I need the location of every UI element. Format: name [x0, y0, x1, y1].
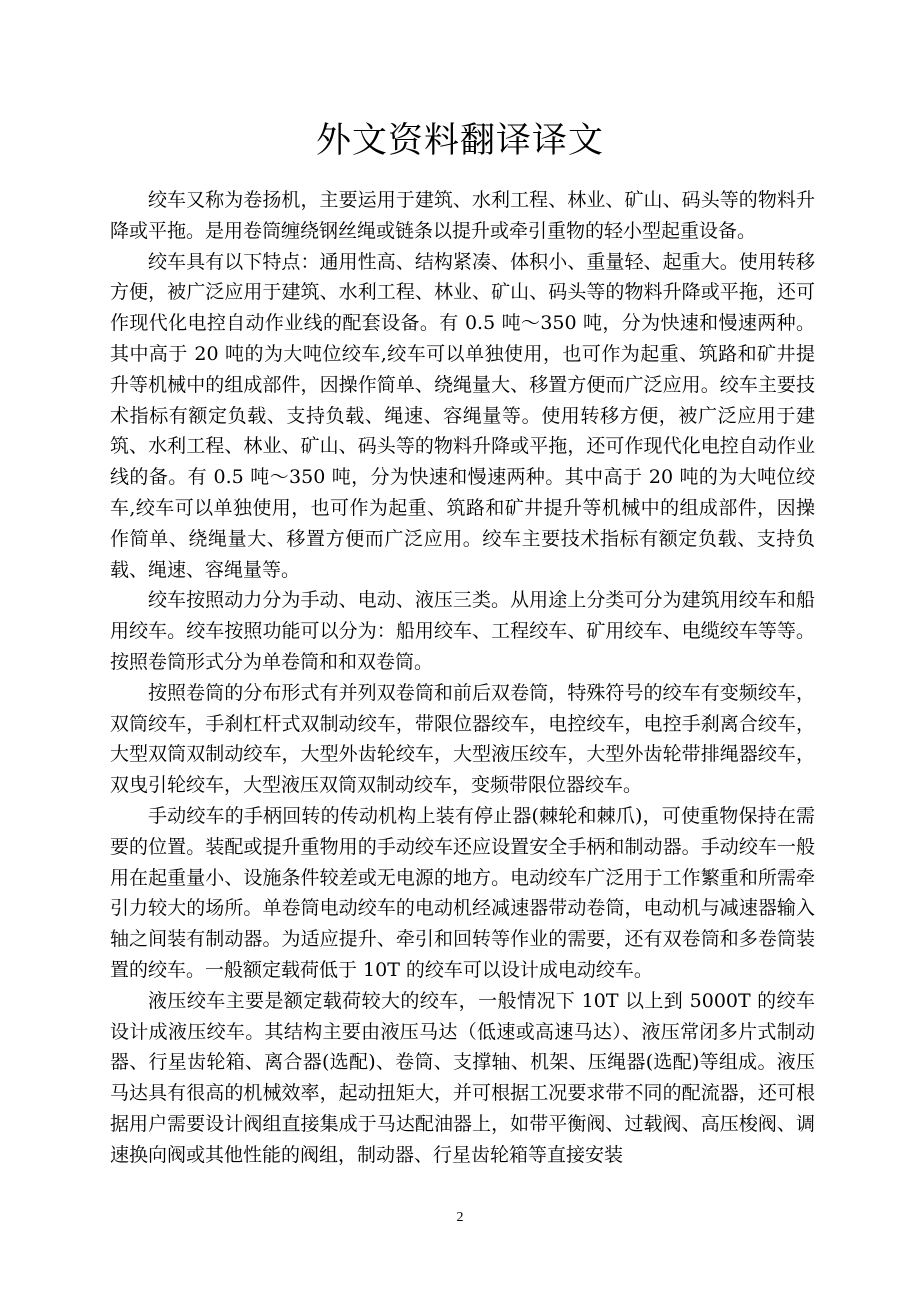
paragraph: 绞车具有以下特点：通用性高、结构紧凑、体积小、重量轻、起重大。使用转移方便，被广泛应用于建筑、水利工程、林业、矿山、码头等的物料升降或平拖，还可作现代化电控自动作业线的配套设备。有 0.5 吨～350 吨，分为快速和慢速两种。其中高于 20 吨的为大吨位绞车,绞车可以单独使用，也可作为起重、筑路和矿井提升等机械中的组成部件，因操作简单、绕绳量大、移置方便而广泛应用。绞车主要技术指标有额定负载、支持负载、绳速、容绳量等。使用转移方便，被广泛应用于建筑、水利工程、林业、矿山、码头等的物料升降或平拖，还可作现代化电控自动作业线的备。有 0.5 吨～350 吨，分为快速和慢速两种。其中高于 20 吨的为大吨位绞车,绞车可以单独使用，也可作为起重、筑路和矿井提升等机械中的组成部件，因操作简单、绕绳量大、移置方便而广泛应用。绞车主要技术指标有额定负载、支持负载、绳速、容绳量等。	[110, 250, 815, 581]
paragraph: 手动绞车的手柄回转的传动机构上装有停止器(棘轮和棘爪)，可使重物保持在需要的位置。装配或提升重物用的手动绞车还应设置安全手柄和制动器。手动绞车一般用在起重量小、设施条件较差或无电源的地方。电动绞车广泛用于工作繁重和所需牵引力较大的场所。单卷筒电动绞车的电动机经减速器带动卷筒，电动机与减速器输入轴之间装有制动器。为适应提升、牵引和回转等作业的需要，还有双卷筒和多卷筒装置的绞车。一般额定载荷低于 10T 的绞车可以设计成电动绞车。	[110, 804, 815, 981]
paragraph: 绞车按照动力分为手动、电动、液压三类。从用途上分类可分为建筑用绞车和船用绞车。绞车按照功能可以分为：船用绞车、工程绞车、矿用绞车、电缆绞车等等。按照卷筒形式分为单卷筒和和双卷筒。	[110, 589, 815, 673]
paragraph: 按照卷筒的分布形式有并列双卷筒和前后双卷筒，特殊符号的绞车有变频绞车，双筒绞车，手刹杠杆式双制动绞车，带限位器绞车，电控绞车，电控手刹离合绞车，大型双筒双制动绞车，大型外齿轮绞车，大型液压绞车，大型外齿轮带排绳器绞车，双曳引轮绞车，大型液压双筒双制动绞车，变频带限位器绞车。	[110, 681, 815, 797]
body-text	[110, 185, 815, 1171]
paragraph: 液压绞车主要是额定载荷较大的绞车，一般情况下 10T 以上到 5000T 的绞车设计成液压绞车。其结构主要由液压马达（低速或高速马达）、液压常闭多片式制动器、行星齿轮箱、离合器(选配)、卷筒、支撑轴、机架、压绳器(选配)等组成。液压马达具有很高的机械效率，起动扭矩大，并可根据工况要求带不同的配流器，还可根据用户需要设计阀组直接集成于马达配油器上，如带平衡阀、过载阀、高压梭阀、调速换向阀或其他性能的阀组，制动器、行星齿轮箱等直接安装	[110, 989, 815, 1166]
paragraph: 绞车又称为卷扬机，主要运用于建筑、水利工程、林业、矿山、码头等的物料升降或平拖。是用卷筒缠绕钢丝绳或链条以提升或牵引重物的轻小型起重设备。	[110, 189, 815, 242]
page-number: 2	[456, 1210, 464, 1225]
page-title: 外文资料翻译译文	[315, 121, 604, 161]
